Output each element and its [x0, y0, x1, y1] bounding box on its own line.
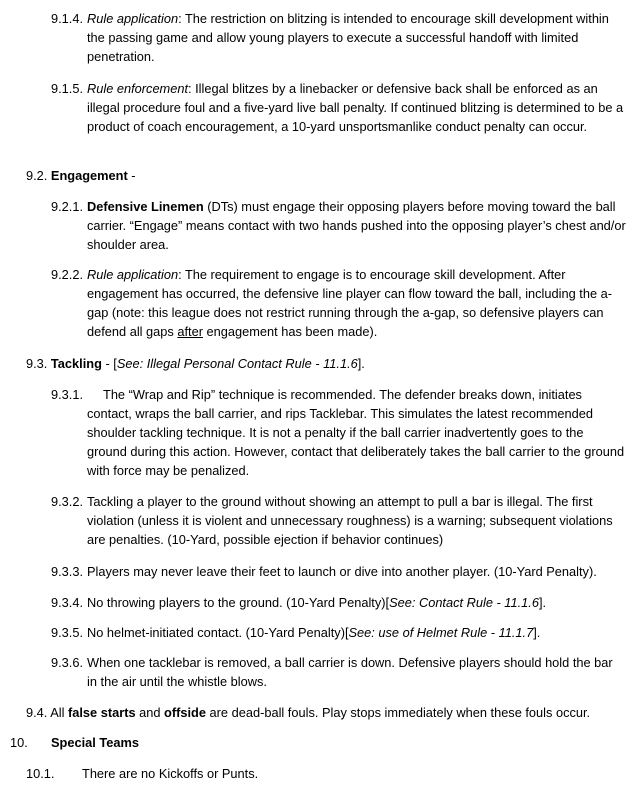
section-text — [87, 593, 626, 612]
section-number: 9.3.5. — [51, 625, 84, 640]
section-text — [87, 79, 626, 136]
text-run: The “Wrap and Rip” technique is recommended. The defender breaks down, initiates contact, wraps the ball carrier, and rips Tacklebar. This simulates the latest recommended shoulder tackling technique. It is not a penalty if the ball carrier inadvertently goes to the ground during this action. However, contact that deliberately takes the ball carrier to the ground with force may be penalized. — [87, 387, 625, 478]
section-9-3-2 — [51, 492, 626, 549]
section-9-4 — [26, 703, 590, 722]
text-run: Tackling — [50, 356, 102, 371]
section-number: 9.4. — [26, 705, 48, 720]
text-run: No throwing players to the ground. (10-Yard Penalty)[ — [87, 595, 390, 610]
section-text — [87, 623, 626, 642]
section-text — [51, 733, 139, 752]
text-run: When one tacklebar is removed, a ball carrier is down. Defensive players should hold the bar in the air until the whistle blows. — [87, 655, 613, 689]
text-run: All — [50, 705, 68, 720]
section-9-3-1 — [51, 385, 626, 480]
text-run: Special Teams — [51, 735, 139, 750]
section-10 — [10, 733, 139, 752]
section-text — [87, 385, 626, 480]
text-run: false starts — [68, 705, 136, 720]
text-run: after — [177, 324, 203, 339]
text-run: There are no Kickoffs or Punts. — [82, 766, 259, 781]
section-number: 9.1.4. — [51, 11, 84, 26]
text-run: Defensive Linemen — [87, 199, 204, 214]
section-number: 9.1.5. — [51, 81, 84, 96]
section-text — [87, 265, 626, 341]
section-number: 9.3.3. — [51, 564, 84, 579]
text-run: Players may never leave their feet to launch or dive into another player. (10-Yard Penalty). — [87, 564, 597, 579]
section-text — [87, 197, 626, 254]
section-text — [50, 705, 590, 720]
text-run: ]. — [533, 625, 541, 640]
text-run: Rule application — [87, 11, 179, 26]
text-run: See: use of Helmet Rule - 11.1.7 — [348, 625, 534, 640]
text-run: ]. — [538, 595, 547, 610]
section-9-3-6 — [51, 653, 626, 691]
section-9-3-5 — [51, 623, 626, 642]
section-number: 9.3.2. — [51, 494, 84, 509]
section-number: 10. — [10, 735, 28, 750]
text-run: : The restriction on blitzing is intended to encourage skill development within the passing game and allow young players to execute a successful handoff with limited penetration. — [87, 11, 609, 64]
section-number: 9.2. — [26, 168, 48, 183]
section-text — [87, 562, 626, 581]
text-run: See: Illegal Personal Contact Rule - 11.1.6 — [116, 356, 358, 371]
section-text — [51, 356, 365, 371]
text-run: No helmet-initiated contact. (10-Yard Penalty)[ — [87, 625, 349, 640]
text-run: Rule enforcement — [87, 81, 189, 96]
section-number: 9.3. — [26, 356, 48, 371]
section-9-1-5 — [51, 79, 626, 136]
text-run: (DTs) must engage their opposing players before moving toward the ball carrier. “Engage” means contact with two hands pushed into the opposing player’s chest and/or shoulder area. — [87, 199, 626, 252]
section-text — [82, 764, 258, 783]
section-number: 9.3.6. — [51, 655, 84, 670]
text-run: and — [135, 705, 165, 720]
text-run: offside — [164, 705, 206, 720]
text-run: See: Contact Rule - 11.1.6 — [389, 595, 539, 610]
section-number: 9.3.1. — [51, 387, 84, 402]
section-text — [87, 492, 626, 549]
section-9-2-1 — [51, 197, 626, 254]
section-9-3 — [26, 354, 365, 373]
section-10-1 — [26, 764, 259, 783]
section-9-3-4 — [51, 593, 626, 612]
text-run: Engagement — [50, 168, 128, 183]
section-9-2 — [26, 166, 136, 185]
section-number: 9.2.1. — [51, 199, 84, 214]
text-run: Tackling a player to the ground without showing an attempt to pull a bar is illegal. The first violation (unless it is violent and unnecessary roughness) is a warning; subsequent violations are penalties. (10-Yard, possible ejection if behavior continues) — [87, 494, 613, 547]
section-9-3-3 — [51, 562, 626, 581]
text-run: : The requirement to engage is to encourage skill development. After engagement has occurred, the defensive line player can flow toward the ball, including the a-gap (note: this league does not restrict running through the a-gap, so defensive players can defend all gaps — [87, 267, 612, 339]
section-text — [87, 9, 626, 66]
text-run: : Illegal blitzes by a linebacker or defensive back shall be enforced as an illegal procedure foul and a five-yard live ball penalty. If continued blitzing is determined to be a product of coach encouragement, a 10-yard unsportsmanlike conduct penalty can occur. — [87, 81, 624, 134]
text-run: are dead-ball fouls. Play stops immediately when these fouls occur. — [206, 705, 591, 720]
section-text — [87, 653, 626, 691]
section-9-2-2 — [51, 265, 626, 341]
text-run: ]. — [357, 356, 365, 371]
text-run: - [ — [101, 356, 117, 371]
section-number: 9.2.2. — [51, 267, 84, 282]
section-text — [51, 168, 136, 183]
section-number: 10.1. — [26, 766, 55, 781]
section-number: 9.3.4. — [51, 595, 84, 610]
section-9-1-4 — [51, 9, 626, 66]
text-run: engagement has been made). — [202, 324, 378, 339]
text-run: Rule application — [87, 267, 179, 282]
text-run: - — [127, 168, 136, 183]
